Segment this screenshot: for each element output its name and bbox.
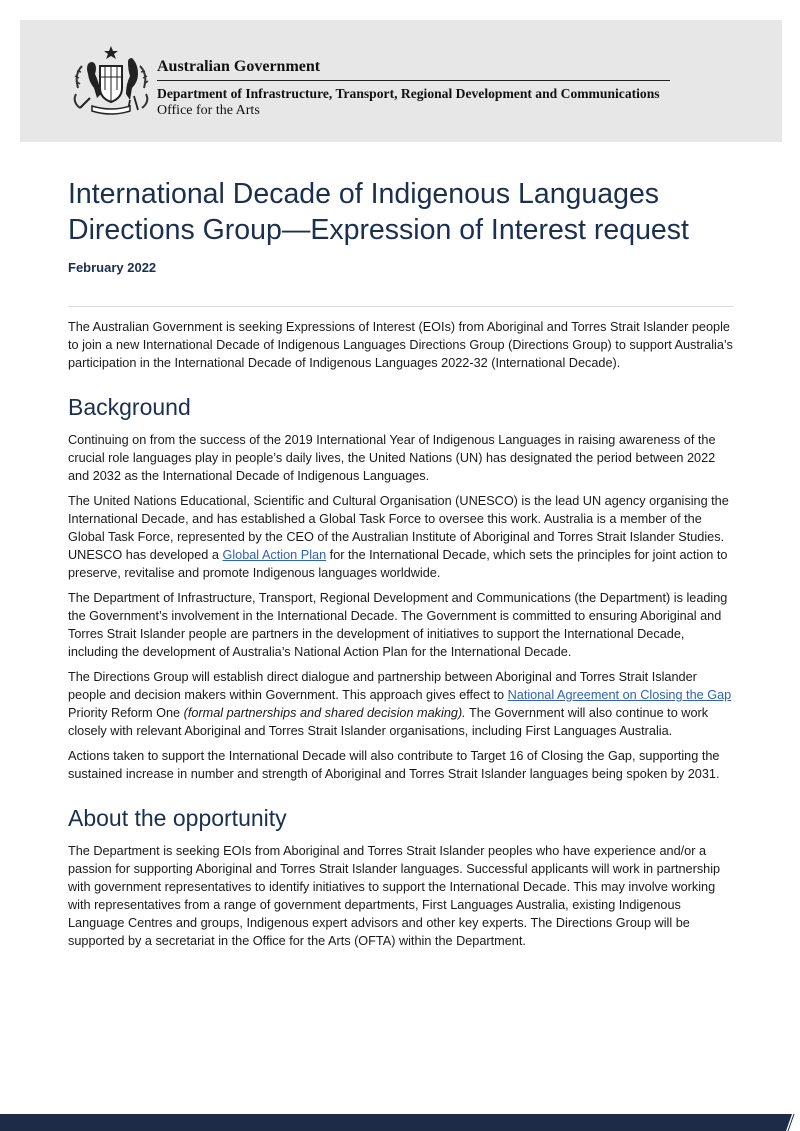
opportunity-paragraph-1: The Department is seeking EOIs from Aboriginal and Torres Strait Islander peoples who have experience and/or a passion for supporting Aboriginal and Torres Strait Islander languages. Successful applicants will work in partnership with government representatives to identify initiatives to support the International Decade. This may involve working with representatives from a range of government departments, First Languages Australia, existing Indigenous Language Centres and groups, Indigenous expert advisors and other key experts. The Directions Group will be supported by a secretariat in the Office for the Arts (OFTA) within the Department. (68, 844, 721, 948)
coat-of-arms-icon (70, 44, 152, 116)
background-paragraph-4-text-c: The Government will also continue to work closely with relevant Aboriginal and Torres Strait Islander organisations, including First Languages Australia. (68, 706, 709, 738)
intro-paragraph: The Australian Government is seeking Expressions of Interest (EOIs) from Aboriginal and Torres Strait Islander people to join a new International Decade of Indigenous Languages Directions Group (Directions Group) to support Australia’s participation in the International Decade of Indigenous Languages 2022-32 (International Decade). (68, 320, 733, 370)
background-paragraph-5: Actions taken to support the International Decade will also contribute to Target 16 of Closing the Gap, supporting the sustained increase in number and strength of Aboriginal and Torres Strait Islander languages being spoken by 2031. (68, 749, 720, 781)
title-line-2: Directions Group—Expression of Interest request (68, 214, 689, 246)
document-date: February 2022 (68, 260, 157, 275)
government-identifier (157, 57, 670, 119)
title-line-1: International Decade of Indigenous Languages (68, 178, 660, 210)
background-paragraph-2-text-a: The United Nations Educational, Scientific and Cultural Organisation (UNESCO) is the lead UN agency organising the International Decade, and has established a Global Task Force to oversee this work. Australia is a member of the Global Task Force, represented by the CEO of the Australian Institute of Aboriginal and Torres Strait Islander Studies. UNESCO has developed a (68, 494, 729, 562)
document-title (68, 176, 748, 248)
footer-bar (0, 1114, 800, 1131)
background-paragraph-1: Continuing on from the success of the 2019 International Year of Indigenous Languages in raising awareness of the crucial role languages play in people’s daily lives, the United Nations (UN) has designated the period between 2022 and 2032 as the International Decade of Indigenous Languages. (68, 433, 716, 483)
divider (68, 306, 734, 307)
government-name: Australian Government (157, 57, 670, 81)
background-paragraph-2-text-b: for the International Decade, which sets the principles for joint action to preserve, revitalise and promote Indigenous languages worldwide. (68, 548, 728, 580)
header-band (20, 20, 782, 142)
department-name: Department of Infrastructure, Transport, Regional Development and Communications (157, 86, 660, 101)
background-paragraph-2 (68, 492, 736, 582)
background-paragraph-4-italic: (formal partnerships and shared decision making). (183, 706, 466, 720)
background-paragraph-4-text-b: Priority Reform One (68, 706, 184, 720)
opportunity-heading: About the opportunity (68, 805, 287, 831)
footer-slash-decoration (770, 1114, 800, 1131)
background-paragraph-4-text-a: The Directions Group will establish direct dialogue and partnership between Aboriginal and Torres Strait Islander people and decision makers within Government. This approach gives effect to (68, 670, 697, 702)
global-action-plan-link[interactable]: Global Action Plan (222, 548, 327, 562)
closing-the-gap-link[interactable]: National Agreement on Closing the Gap (507, 688, 732, 702)
background-paragraph-3: The Department of Infrastructure, Transport, Regional Development and Communications (the Department) is leading the Government’s involvement in the International Decade. The Government is committed to ensuring Aboriginal and Torres Strait Islander people are partners in the development of initiatives to support the International Decade, including the development of Australia’s National Action Plan for the International Decade. (68, 591, 728, 659)
background-heading: Background (68, 394, 191, 420)
background-paragraph-4 (68, 668, 736, 740)
office-name: Office for the Arts (157, 103, 260, 118)
document-body (68, 318, 736, 957)
